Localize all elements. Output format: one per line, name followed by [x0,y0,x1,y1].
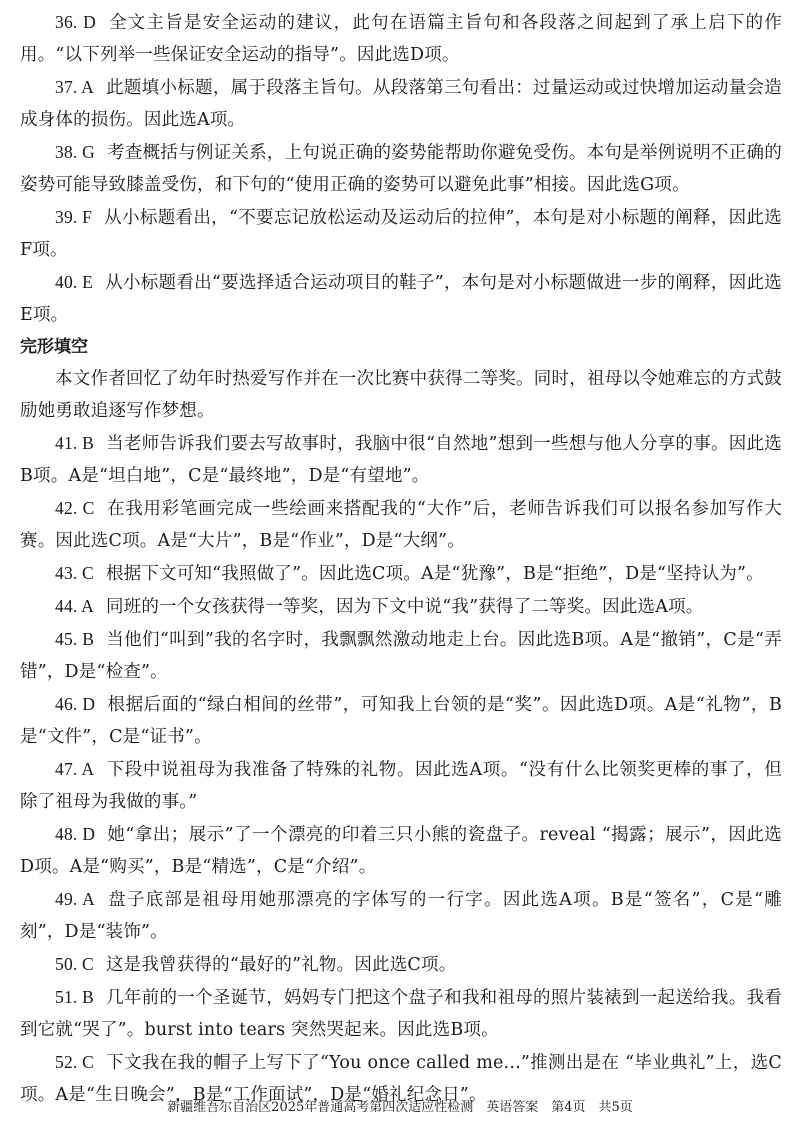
answer-44 [20,590,782,623]
answer-36 [20,6,782,71]
answer-text: 根据后面的“绿白相间的丝带”，可知我上台领的是“奖”。因此选D项。A是“礼物”，B是“文件”，C是“证书”。 [20,695,783,747]
answer-text: 下文我在我的帽子上写下了“You once called me...”推测出是在 “毕业典礼”上，选C项。A是“生日晚会”，B是“工作面试”，D是“婚礼纪念日”。 [20,1053,782,1105]
answer-50 [20,948,782,981]
answer-51 [20,981,782,1046]
answer-text: 在我用彩笔画完成一些绘画来搭配我的“大作”后，老师告诉我们可以报名参加写作大赛。因此选C项。A是“大片”，B是“作业”，D是“大纲”。 [20,499,782,551]
answer-number: 39. F [55,207,93,227]
answer-number: 41. B [55,433,94,453]
answer-47 [20,753,782,818]
answer-43 [20,557,782,590]
reading-answers [20,6,782,331]
answer-45 [20,623,782,688]
answer-number: 45. B [55,629,95,649]
section-intro: 本文作者回忆了幼年时热爱写作并在一次比赛中获得二等奖。同时，祖母以令她难忘的方式鼓励她勇敢追逐写作梦想。 [20,369,782,421]
answer-page [20,6,782,1111]
answer-number: 51. B [55,987,95,1007]
section-title: 完形填空 [20,337,88,357]
answer-48 [20,818,782,883]
answer-text: 同班的一个女孩获得一等奖，因为下文中说“我”获得了二等奖。因此选A项。 [105,597,704,617]
answer-number: 47. A [55,759,95,779]
answer-text: 根据下文可知“我照做了”。因此选C项。A是“犹豫”，B是“拒绝”，D是“坚持认为”。 [105,564,764,584]
answer-text: 从小标题看出，“不要忘记放松运动及运动后的拉伸”，本句是对小标题的阐释，因此选F项。 [20,208,782,260]
answer-number: 37. A [55,77,95,97]
answer-38 [20,136,782,201]
answer-text: 几年前的一个圣诞节，妈妈专门把这个盘子和我和祖母的照片装裱到一起送给我。我看到它就“哭了”。burst into tears 突然哭起来。因此选B项。 [20,988,782,1040]
answer-text: 从小标题看出“要选择适合运动项目的鞋子”，本句是对小标题做进一步的阐释，因此选E项。 [20,273,782,325]
answer-number: 36. D [55,12,96,32]
answer-text: 当他们“叫到”我的名字时，我飘飘然激动地走上台。因此选B项。A是“撤销”，C是“弄错”，D是“检查”。 [20,630,782,682]
answer-40 [20,266,782,331]
answer-number: 40. E [55,272,94,292]
page-footer: 新疆维吾尔自治区2025年普通高考第四次适应性检测 英语答案 第4页 共5页 [167,1100,633,1115]
answer-text: 考查概括与例证关系，上句说正确的姿势能帮助你避免受伤。本句是举例说明不正确的姿势可能导致膝盖受伤，和下句的“使用正确的姿势可以避免此事”相接。因此选G项。 [20,143,782,195]
answer-text: 盘子底部是祖母用她那漂亮的字体写的一行字。因此选A项。B是“签名”，C是“雕刻”，D是“装饰”。 [20,890,782,942]
answer-number: 52. C [55,1052,95,1072]
answer-number: 50. C [55,954,94,974]
answer-number: 43. C [55,563,94,583]
answer-text: 此题填小标题，属于段落主旨句。从段落第三句看出：过量运动或过快增加运动量会造成身体的损伤。因此选A项。 [20,78,782,130]
answer-text: 下段中说祖母为我准备了特殊的礼物。因此选A项。“没有什么比领奖更棒的事了，但除了祖母为我做的事。” [20,760,782,812]
answer-number: 44. A [55,596,94,616]
answer-42 [20,492,782,557]
answer-number: 48. D [55,824,96,844]
answer-text: 这是我曾获得的“最好的”礼物。因此选C项。 [105,955,457,975]
answer-49 [20,883,782,948]
answer-number: 46. D [55,694,96,714]
answer-number: 38. G [55,142,95,162]
answer-number: 42. C [55,498,95,518]
answer-text: 全文主旨是安全运动的建议，此句在语篇主旨句和各段落之间起到了承上启下的作用。“以下列举一些保证安全运动的指导”。因此选D项。 [20,13,783,65]
answer-41 [20,427,782,492]
answer-text: 当老师告诉我们要去写故事时，我脑中很“自然地”想到一些想与他人分享的事。因此选B项。A是“坦白地”，C是“最终地”，D是“有望地”。 [20,434,782,486]
answer-number: 49. A [55,889,96,909]
cloze-answers [20,427,782,1111]
answer-46 [20,688,782,753]
answer-37 [20,71,782,136]
answer-text: 她“拿出；展示”了一个漂亮的印着三只小熊的瓷盘子。reveal “揭露；展示”，因此选D项。A是“购买”，B是“精选”，C是“介绍”。 [20,825,782,877]
answer-39 [20,201,782,266]
